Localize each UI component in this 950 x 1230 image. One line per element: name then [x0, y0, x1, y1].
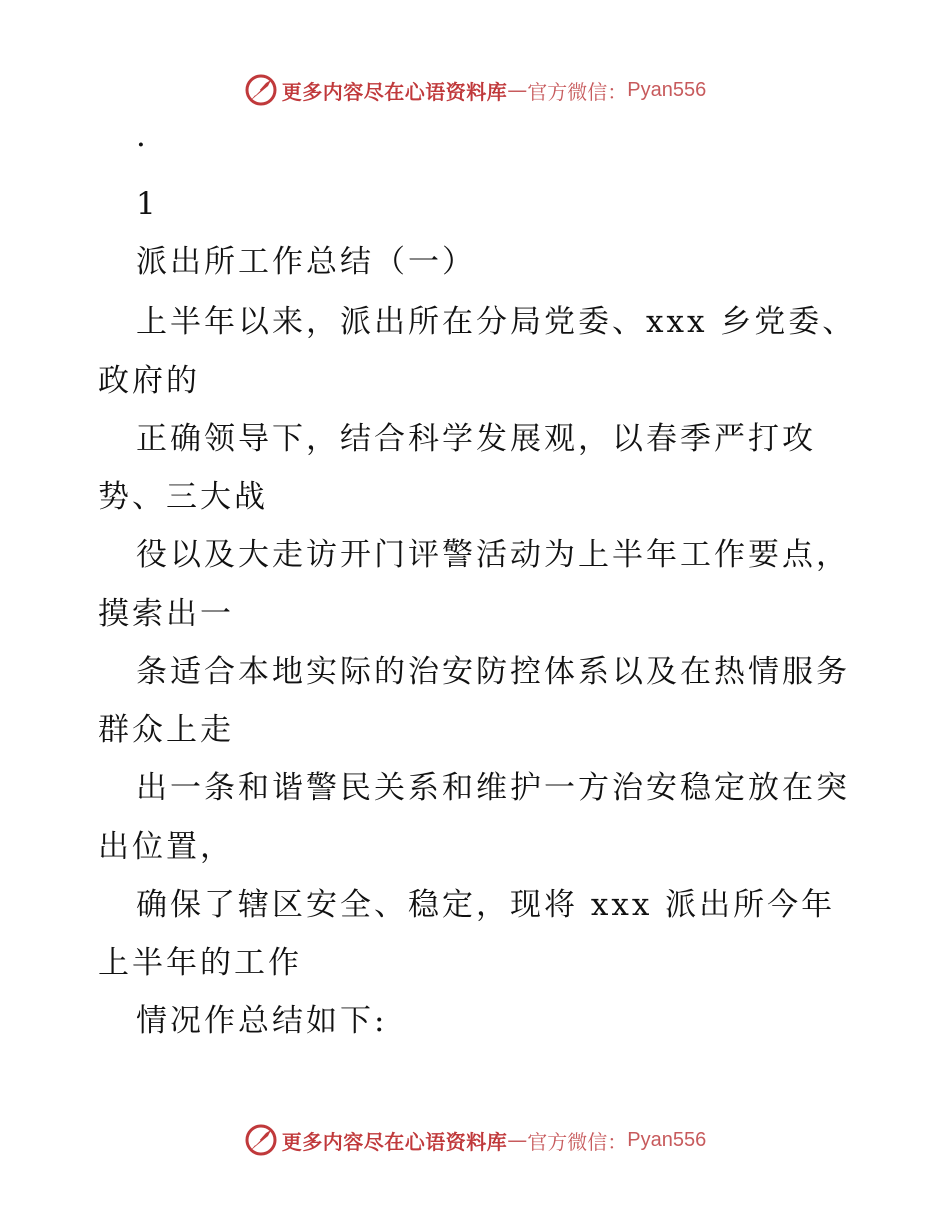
- quill-logo-icon: [244, 1123, 278, 1157]
- paragraph-line: 摸索出一: [98, 596, 234, 632]
- paragraph-line: 政府的: [98, 363, 200, 399]
- banner-wechat-label: 官方微信：: [527, 1129, 628, 1154]
- document-title: 派出所工作总结（一）: [136, 244, 476, 280]
- banner-wechat-handle: Pyan556: [627, 1128, 707, 1151]
- paragraph-line: 正确领导下，结合科学发展观，以春季严打攻: [136, 421, 816, 457]
- paragraph-line: 出位置，: [98, 829, 234, 865]
- paragraph-line: 出一条和谐警民关系和维护一方治安稳定放在突: [136, 770, 850, 806]
- paragraph-line: 上半年的工作: [98, 945, 302, 981]
- paragraph-line: 上半年以来，派出所在分局党委、xxx 乡党委、: [136, 304, 857, 340]
- header-watermark-banner: [0, 70, 950, 110]
- bullet-dot: ·: [136, 127, 149, 163]
- footer-watermark-banner: [0, 1120, 950, 1160]
- banner-separator: —: [507, 78, 528, 102]
- quill-logo-icon: [244, 73, 278, 107]
- banner-wechat-label: 官方微信：: [527, 79, 628, 104]
- banner-separator: —: [507, 1128, 528, 1152]
- paragraph-line: 群众上走: [98, 712, 234, 748]
- paragraph-line: 条适合本地实际的治安防控体系以及在热情服务: [136, 654, 850, 690]
- paragraph-line: 役以及大走访开门评警活动为上半年工作要点，: [136, 537, 850, 573]
- banner-wechat-handle: Pyan556: [627, 78, 707, 101]
- paragraph-line: 势、三大战: [98, 479, 268, 515]
- banner-brand-text: 更多内容尽在心语资料库: [281, 1129, 508, 1154]
- paragraph-line: 确保了辖区安全、稳定，现将 xxx 派出所今年: [136, 887, 836, 923]
- banner-brand-text: 更多内容尽在心语资料库: [281, 79, 508, 104]
- paragraph-line: 情况作总结如下:: [136, 1003, 388, 1039]
- page-number: 1: [136, 186, 159, 222]
